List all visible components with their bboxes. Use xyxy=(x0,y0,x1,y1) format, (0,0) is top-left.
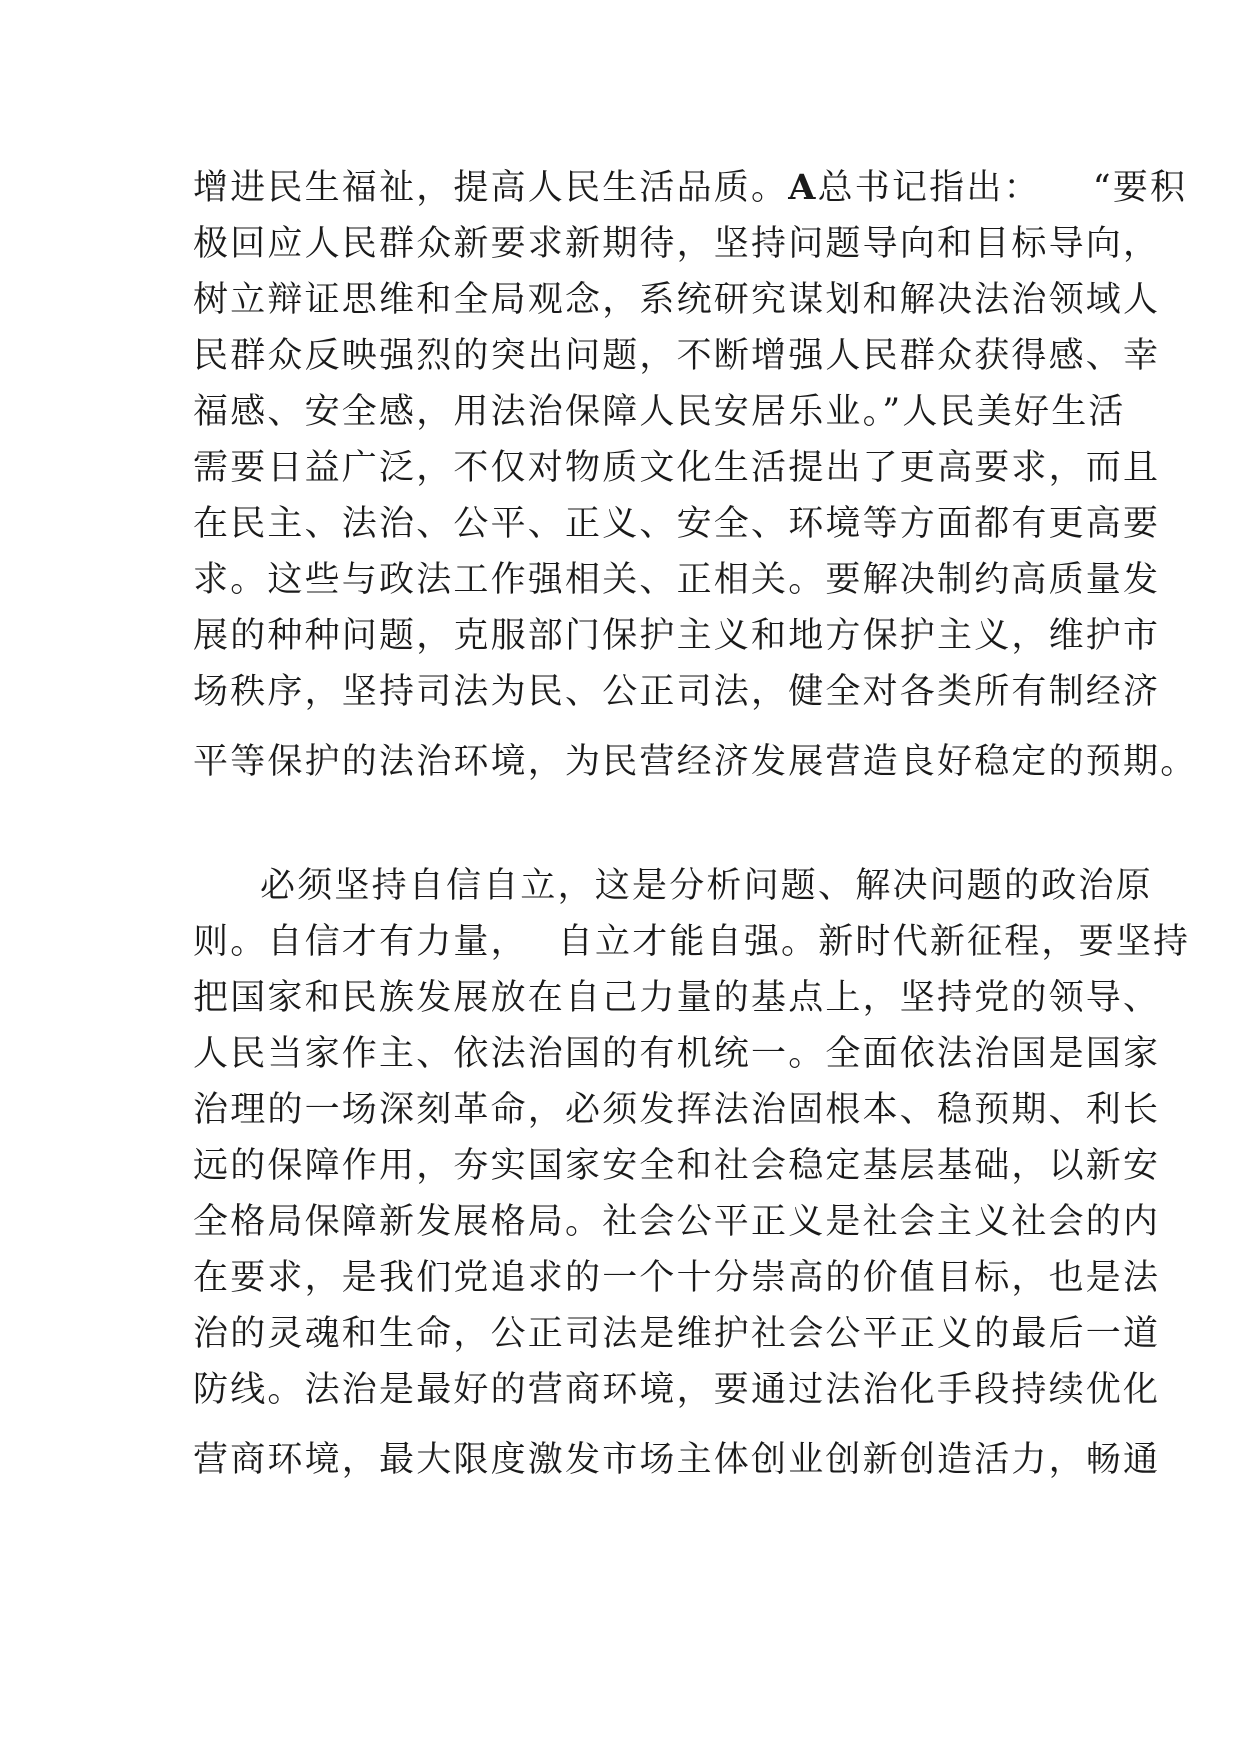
text-line: 场秩序，坚持司法为民、公正司法，健全对各类所有制经济 xyxy=(193,672,1161,712)
text-span: 则。自信才有力量， xyxy=(193,922,528,962)
text-line: 展的种种问题，克服部门保护主义和地方保护主义，维护市 xyxy=(193,616,1161,656)
text-line: 树立辩证思维和全局观念，系统研究谋划和解决法治领域人 xyxy=(193,280,1161,320)
text-span: 增进民生福祉，提高人民生活品质。 xyxy=(193,168,789,208)
text-line: 民群众反映强烈的突出问题，不断增强人民群众获得感、幸 xyxy=(193,336,1161,376)
text-line xyxy=(193,922,1191,962)
text-line: 全格局保障新发展格局。社会公平正义是社会主义社会的内 xyxy=(193,1202,1161,1242)
text-line: 人民当家作主、依法治国的有机统一。全面依法治国是国家 xyxy=(193,1034,1161,1074)
text-span: 自立才能自强。新时代新征程，要坚持 xyxy=(557,922,1191,962)
text-line: 求。这些与政法工作强相关、正相关。要解决制约高质量发 xyxy=(193,560,1161,600)
text-line: 营商环境，最大限度激发市场主体创业创新创造活力，畅通 xyxy=(193,1440,1161,1480)
text-line: 远的保障作用，夯实国家安全和社会稳定基层基础，以新安 xyxy=(193,1146,1161,1186)
text-line: 治的灵魂和生命，公正司法是维护社会公平正义的最后一道 xyxy=(193,1314,1161,1354)
text-line xyxy=(193,167,1188,208)
text-line: 在民主、法治、公平、正义、安全、环境等方面都有更高要 xyxy=(193,504,1161,544)
text-span-bold: A xyxy=(788,167,818,208)
text-line: 福感、安全感，用法治保障人民安居乐业。”人民美好生活 xyxy=(193,392,1126,432)
text-line: 在要求，是我们党追求的一个十分崇高的价值目标，也是法 xyxy=(193,1258,1161,1298)
text-line: 把国家和民族发展放在自己力量的基点上，坚持党的领导、 xyxy=(193,978,1161,1018)
text-line: 平等保护的法治环境，为民营经济发展营造良好稳定的预期。 xyxy=(193,742,1198,782)
text-line: 治理的一场深刻革命，必须发挥法治固根本、稳预期、利长 xyxy=(193,1090,1161,1130)
text-line: 防线。法治是最好的营商环境，要通过法治化手段持续优化 xyxy=(193,1370,1161,1410)
text-line: 必须坚持自信自立，这是分析问题、解决问题的政治原 xyxy=(260,866,1153,906)
text-span: 总书记指出： xyxy=(817,168,1041,208)
text-line: 极回应人民群众新要求新期待，坚持问题导向和目标导向， xyxy=(193,224,1161,264)
text-span: “要积 xyxy=(1092,168,1188,208)
text-line: 需要日益广泛，不仅对物质文化生活提出了更高要求，而且 xyxy=(193,448,1161,488)
